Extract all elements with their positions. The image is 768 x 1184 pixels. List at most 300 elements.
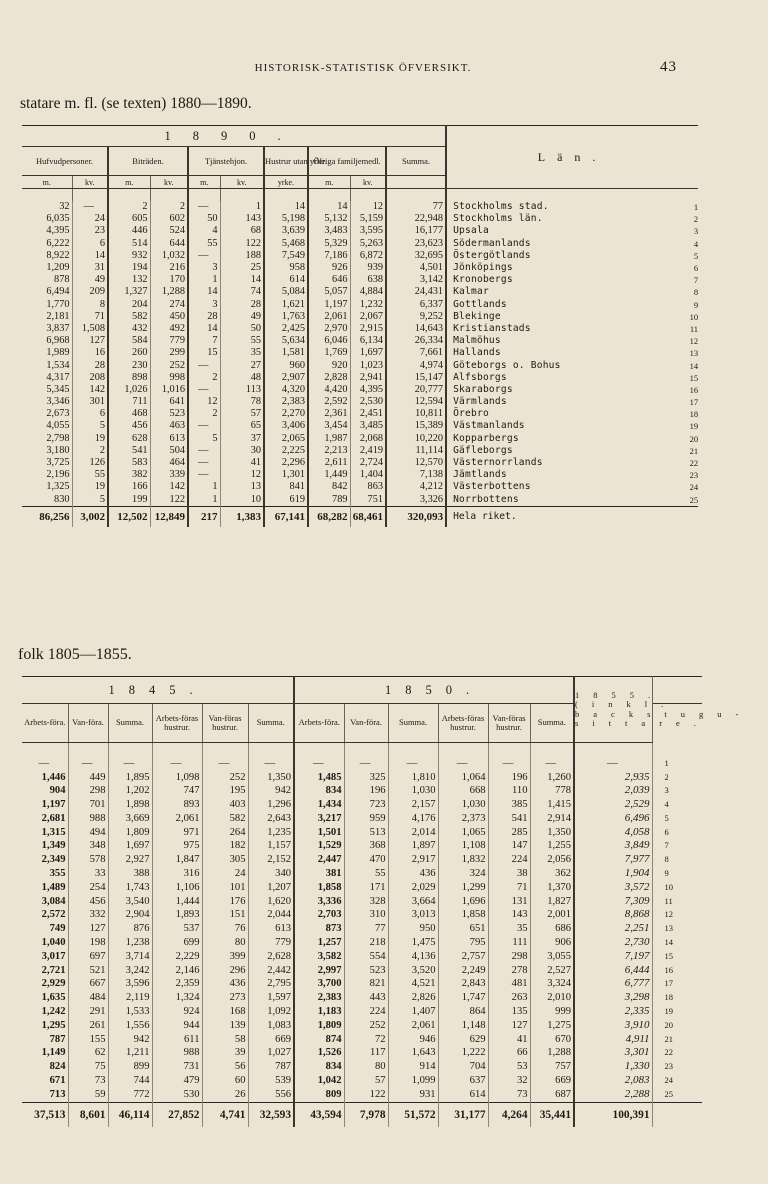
cell: 1,032	[150, 250, 188, 262]
cell: 1,148	[438, 1019, 488, 1033]
table-row	[22, 494, 698, 507]
cell: 2,044	[248, 908, 294, 922]
cell: 139	[202, 1019, 248, 1033]
cell: 1,810	[388, 771, 438, 785]
year-row	[22, 677, 702, 704]
cell: 15,147	[386, 372, 446, 384]
lan-name: Västerbottens	[453, 481, 531, 493]
table-row	[22, 867, 702, 881]
cell: 950	[388, 922, 438, 936]
cell: —	[530, 743, 574, 771]
cell: 697	[68, 950, 108, 964]
cell: 252	[344, 1019, 388, 1033]
cell: 4,176	[388, 812, 438, 826]
cell: 37	[220, 433, 264, 445]
cell: 920	[308, 359, 350, 371]
cell: 78	[220, 396, 264, 408]
cell: 2,927	[108, 853, 152, 867]
cell: 463	[150, 420, 188, 432]
cell: 2,196	[22, 469, 72, 481]
cell: 3,582	[294, 950, 344, 964]
cell: 55	[344, 867, 388, 881]
cell: 504	[150, 445, 188, 457]
cell: —	[388, 743, 438, 771]
cell: 2,724	[350, 457, 386, 469]
cell: 876	[108, 922, 152, 936]
cell: 195	[202, 784, 248, 798]
year-1845: 1845.	[22, 677, 294, 704]
total-cell: 37,513	[22, 1102, 68, 1127]
cell: 5,634	[264, 335, 308, 347]
cell: 14	[72, 250, 108, 262]
cell: 32	[22, 201, 72, 213]
cell: 2,643	[248, 812, 294, 826]
cell: 821	[344, 977, 388, 991]
cell: —	[108, 743, 152, 771]
cell: 2,383	[264, 396, 308, 408]
row-index: 10	[689, 311, 699, 322]
cell: 49	[220, 311, 264, 323]
total-cell: 51,572	[388, 1102, 438, 1127]
cell: 5,329	[308, 238, 350, 250]
row-index: 6	[693, 263, 699, 274]
cell: 787	[248, 1060, 294, 1074]
lan-name: Alfsborgs	[453, 371, 507, 383]
sub-header: kv.	[350, 176, 386, 189]
table-row	[22, 839, 702, 853]
cell: 8,868	[574, 908, 652, 922]
table-row	[22, 262, 698, 274]
table-row	[22, 743, 702, 771]
cell: 1	[220, 201, 264, 213]
cell: 2,061	[308, 311, 350, 323]
cell: 1,235	[248, 826, 294, 840]
row-index: 1	[664, 757, 669, 768]
cell: 1,026	[108, 384, 150, 396]
cell: 16,177	[386, 225, 446, 237]
cell: 56	[202, 1060, 248, 1074]
cell: 122	[220, 238, 264, 250]
cell: 385	[488, 798, 530, 812]
cell: 166	[108, 481, 150, 493]
cell: 28	[188, 311, 220, 323]
row-index: 22	[664, 1047, 674, 1058]
cell: 942	[248, 784, 294, 798]
cell: —	[438, 743, 488, 771]
cell: 50	[188, 213, 220, 225]
cell: 539	[248, 1074, 294, 1088]
cell: 6,337	[386, 299, 446, 311]
cell: 35	[488, 922, 530, 936]
lan-name: Blekinge	[453, 310, 501, 322]
cell: 2,447	[294, 853, 344, 867]
cell: 2	[188, 372, 220, 384]
cell: 2,010	[530, 991, 574, 1005]
cell: 795	[438, 936, 488, 950]
cell: 1,501	[294, 826, 344, 840]
cell: 5	[72, 494, 108, 507]
cell: 1,898	[108, 798, 152, 812]
cell: 12	[188, 396, 220, 408]
cell: 30	[220, 445, 264, 457]
cell: 824	[22, 1060, 68, 1074]
cell: 479	[152, 1074, 202, 1088]
cell: 523	[344, 964, 388, 978]
cell: —	[188, 420, 220, 432]
cell: 830	[22, 494, 72, 507]
row-index: 8	[664, 854, 669, 865]
cell: 2,119	[108, 991, 152, 1005]
cell: 2,014	[388, 826, 438, 840]
sub-header: yrke.	[264, 176, 308, 189]
cell: 637	[438, 1074, 488, 1088]
cell: 524	[150, 225, 188, 237]
cell: 1,989	[22, 347, 72, 359]
cell: 2,061	[152, 812, 202, 826]
column-header: Summa.	[530, 704, 574, 743]
cell: 842	[308, 481, 350, 493]
cell: 999	[530, 1005, 574, 1019]
cell: 1,197	[308, 299, 350, 311]
cell: 3,837	[22, 323, 72, 335]
table-row	[22, 457, 698, 469]
cell: 66	[488, 1046, 530, 1060]
cell: 1,288	[150, 286, 188, 298]
row-index: 25	[689, 494, 699, 505]
cell: 711	[108, 396, 150, 408]
cell: 704	[438, 1060, 488, 1074]
cell: 1,697	[350, 347, 386, 359]
lan-name: Kopparbergs	[453, 432, 519, 444]
table-row	[22, 1046, 702, 1060]
cell: 1,526	[294, 1046, 344, 1060]
row-index: 4	[664, 799, 669, 810]
cell: 651	[438, 922, 488, 936]
cell: 701	[68, 798, 108, 812]
table-row	[22, 323, 698, 335]
cell: 101	[202, 881, 248, 895]
cell: 77	[344, 922, 388, 936]
cell: 7,977	[574, 853, 652, 867]
cell: 613	[150, 433, 188, 445]
cell: 2,442	[248, 964, 294, 978]
row-index: 5	[664, 812, 669, 823]
cell: 1,064	[438, 771, 488, 785]
cell: 19	[72, 481, 108, 493]
cell: 2,065	[264, 433, 308, 445]
cell: 456	[108, 420, 150, 432]
cell: 362	[530, 867, 574, 881]
table-row	[22, 1060, 702, 1074]
cell: 2,061	[388, 1019, 438, 1033]
cell: 443	[344, 991, 388, 1005]
cell: 1,533	[108, 1005, 152, 1019]
cell: 55	[220, 335, 264, 347]
lan-name: Göteborgs o. Bohus	[453, 359, 561, 371]
cell: 779	[150, 335, 188, 347]
cell: 171	[344, 881, 388, 895]
cell: 291	[68, 1005, 108, 1019]
cell: 2,225	[264, 445, 308, 457]
table-row	[22, 408, 698, 420]
row-index: 24	[689, 482, 699, 493]
cell: 514	[108, 238, 150, 250]
cell: 4,212	[386, 481, 446, 493]
upper-table-title: statare m. fl. (se texten) 1880—1890.	[20, 95, 252, 112]
lan-name: Värmlands	[453, 396, 507, 408]
cell: 216	[150, 262, 188, 274]
cell: 168	[202, 1005, 248, 1019]
row-index: 23	[664, 1061, 674, 1072]
cell: 14	[188, 323, 220, 335]
lan-name: Stockholms stad.	[453, 201, 549, 213]
cell: 5,263	[350, 238, 386, 250]
column-header: Van-föra.	[344, 704, 388, 743]
cell: 2,527	[530, 964, 574, 978]
cell: 481	[488, 977, 530, 991]
cell: 2	[108, 201, 150, 213]
cell: 1,621	[264, 299, 308, 311]
cell: 151	[202, 908, 248, 922]
cell: 2,530	[350, 396, 386, 408]
table-row	[22, 225, 698, 237]
table-row	[22, 784, 702, 798]
cell: 3,324	[530, 977, 574, 991]
cell: 2,229	[152, 950, 202, 964]
cell: 1,597	[248, 991, 294, 1005]
cell: 2	[72, 445, 108, 457]
table-row	[22, 359, 698, 371]
row-index: 17	[689, 397, 699, 408]
cell: 449	[68, 771, 108, 785]
cell: 5	[72, 420, 108, 432]
cell: 26,334	[386, 335, 446, 347]
cell: 959	[344, 812, 388, 826]
cell: 4,420	[308, 384, 350, 396]
cell: 1,904	[574, 867, 652, 881]
cell: 6,496	[574, 812, 652, 826]
cell: 2,929	[22, 977, 68, 991]
cell: 671	[22, 1074, 68, 1088]
total-cell: 31,177	[438, 1102, 488, 1127]
table-row	[22, 964, 702, 978]
cell: 10,811	[386, 408, 446, 420]
cell: 2	[150, 201, 188, 213]
column-header: Arbets-föra.	[294, 704, 344, 743]
cell: 1,207	[248, 881, 294, 895]
lan-name: Jönköpings	[453, 262, 513, 274]
cell: 2,335	[574, 1005, 652, 1019]
lan-name: Upsala	[453, 225, 489, 237]
table-row	[22, 384, 698, 396]
row-index: 11	[664, 895, 673, 906]
cell: 316	[152, 867, 202, 881]
cell: 403	[202, 798, 248, 812]
cell: 252	[202, 771, 248, 785]
cell: 582	[202, 812, 248, 826]
cell: 667	[68, 977, 108, 991]
cell: 1,635	[22, 991, 68, 1005]
cell: 2,828	[308, 372, 350, 384]
cell: 1,242	[22, 1005, 68, 1019]
cell: 2,181	[22, 311, 72, 323]
cell: 3,242	[108, 964, 152, 978]
cell: 687	[530, 1088, 574, 1102]
cell: 38	[488, 867, 530, 881]
cell: 6,444	[574, 964, 652, 978]
cell: 80	[344, 1060, 388, 1074]
cell: 2,249	[438, 964, 488, 978]
cell: 382	[108, 469, 150, 481]
row-index: 4	[693, 238, 699, 249]
cell: 199	[108, 494, 150, 507]
cell: 638	[350, 274, 386, 286]
table-row	[22, 1019, 702, 1033]
cell: 1,106	[152, 881, 202, 895]
cell: —	[68, 743, 108, 771]
cell: 274	[150, 299, 188, 311]
cell: 3,013	[388, 908, 438, 922]
cell: 1,643	[388, 1046, 438, 1060]
cell: 143	[488, 908, 530, 922]
sub-header: m.	[22, 176, 72, 189]
cell: 6,494	[22, 286, 72, 298]
total-cell: 12,849	[150, 506, 188, 527]
cell: 48	[220, 372, 264, 384]
cell: 218	[344, 936, 388, 950]
cell: —	[188, 469, 220, 481]
cell: 35	[220, 347, 264, 359]
table-row	[22, 1088, 702, 1102]
table-row	[22, 445, 698, 457]
table-row	[22, 201, 698, 213]
cell: 1,209	[22, 262, 72, 274]
cell: 863	[350, 481, 386, 493]
cell: 2,001	[530, 908, 574, 922]
cell: 260	[108, 347, 150, 359]
cell: 942	[108, 1033, 152, 1047]
row-index: 5	[693, 250, 699, 261]
cell: 2,628	[248, 950, 294, 964]
table-row	[22, 469, 698, 481]
cell: 32,695	[386, 250, 446, 262]
cell: 1	[188, 481, 220, 493]
cell: 669	[530, 1074, 574, 1088]
cell: 2,419	[350, 445, 386, 457]
cell: 906	[530, 936, 574, 950]
cell: 19	[72, 433, 108, 445]
cell: —	[574, 743, 652, 771]
cell: 1,301	[264, 469, 308, 481]
cell: 2,157	[388, 798, 438, 812]
cell: 699	[152, 936, 202, 950]
cell: 298	[488, 950, 530, 964]
cell: 57	[220, 408, 264, 420]
cell: 1,895	[108, 771, 152, 785]
cell: 170	[150, 274, 188, 286]
cell: 325	[344, 771, 388, 785]
row-index: 3	[664, 785, 669, 796]
table-row	[22, 853, 702, 867]
cell: 584	[108, 335, 150, 347]
cell: 874	[294, 1033, 344, 1047]
table-row	[22, 991, 702, 1005]
cell: 809	[294, 1088, 344, 1102]
row-index: 8	[693, 287, 699, 298]
row-index: 15	[689, 372, 699, 383]
sub-header: m.	[188, 176, 220, 189]
cell: 6,872	[350, 250, 386, 262]
row-index: 18	[689, 409, 699, 420]
table-row	[22, 771, 702, 785]
cell: 122	[150, 494, 188, 507]
cell: 3,217	[294, 812, 344, 826]
cell: 75	[68, 1060, 108, 1074]
cell: 2	[188, 408, 220, 420]
cell: 263	[488, 991, 530, 1005]
cell: 2,795	[248, 977, 294, 991]
cell: —	[488, 743, 530, 771]
cell: 10,220	[386, 433, 446, 445]
cell: 340	[248, 867, 294, 881]
cell: 669	[248, 1033, 294, 1047]
cell: 1,370	[530, 881, 574, 895]
cell: 1,232	[350, 299, 386, 311]
cell: 27	[220, 359, 264, 371]
cell: 613	[248, 922, 294, 936]
row-index: 7	[693, 275, 699, 286]
cell: 2,152	[248, 853, 294, 867]
cell: —	[248, 743, 294, 771]
cell: 22,948	[386, 213, 446, 225]
cell: 1,349	[22, 839, 68, 853]
row-index: 2	[664, 771, 669, 782]
total-cell: 7,978	[344, 1102, 388, 1127]
group-header: Tjänstehjon.	[188, 147, 264, 176]
cell: 1,444	[152, 895, 202, 909]
table-row	[22, 311, 698, 323]
cell: 1,763	[264, 311, 308, 323]
cell: 1,255	[530, 839, 574, 853]
cell: 4,974	[386, 359, 446, 371]
total-cell: 1,383	[220, 506, 264, 527]
running-title: HISTORISK-STATISTISK ÖFVERSIKT.	[254, 62, 472, 74]
cell: 1,183	[294, 1005, 344, 1019]
cell: 264	[202, 826, 248, 840]
cell: 5,159	[350, 213, 386, 225]
cell: 1,330	[574, 1060, 652, 1074]
header-1855: 1855. (inkl. backstugu-sittare.	[574, 677, 652, 743]
cell: 3,910	[574, 1019, 652, 1033]
cell: 1	[188, 274, 220, 286]
row-index: 13	[664, 923, 674, 934]
cell: —	[344, 743, 388, 771]
cell: 71	[488, 881, 530, 895]
cell: 904	[22, 784, 68, 798]
cell: 2,798	[22, 433, 72, 445]
cell: 899	[108, 1060, 152, 1074]
cell: 2,915	[350, 323, 386, 335]
cell: 135	[488, 1005, 530, 1019]
cell: 3,639	[264, 225, 308, 237]
cell: 1,697	[108, 839, 152, 853]
cell: 196	[344, 784, 388, 798]
cell: 4	[188, 225, 220, 237]
total-label: Hela riket.	[446, 506, 678, 527]
row-index: 14	[689, 360, 699, 371]
cell: 14	[188, 286, 220, 298]
cell: 2,029	[388, 881, 438, 895]
